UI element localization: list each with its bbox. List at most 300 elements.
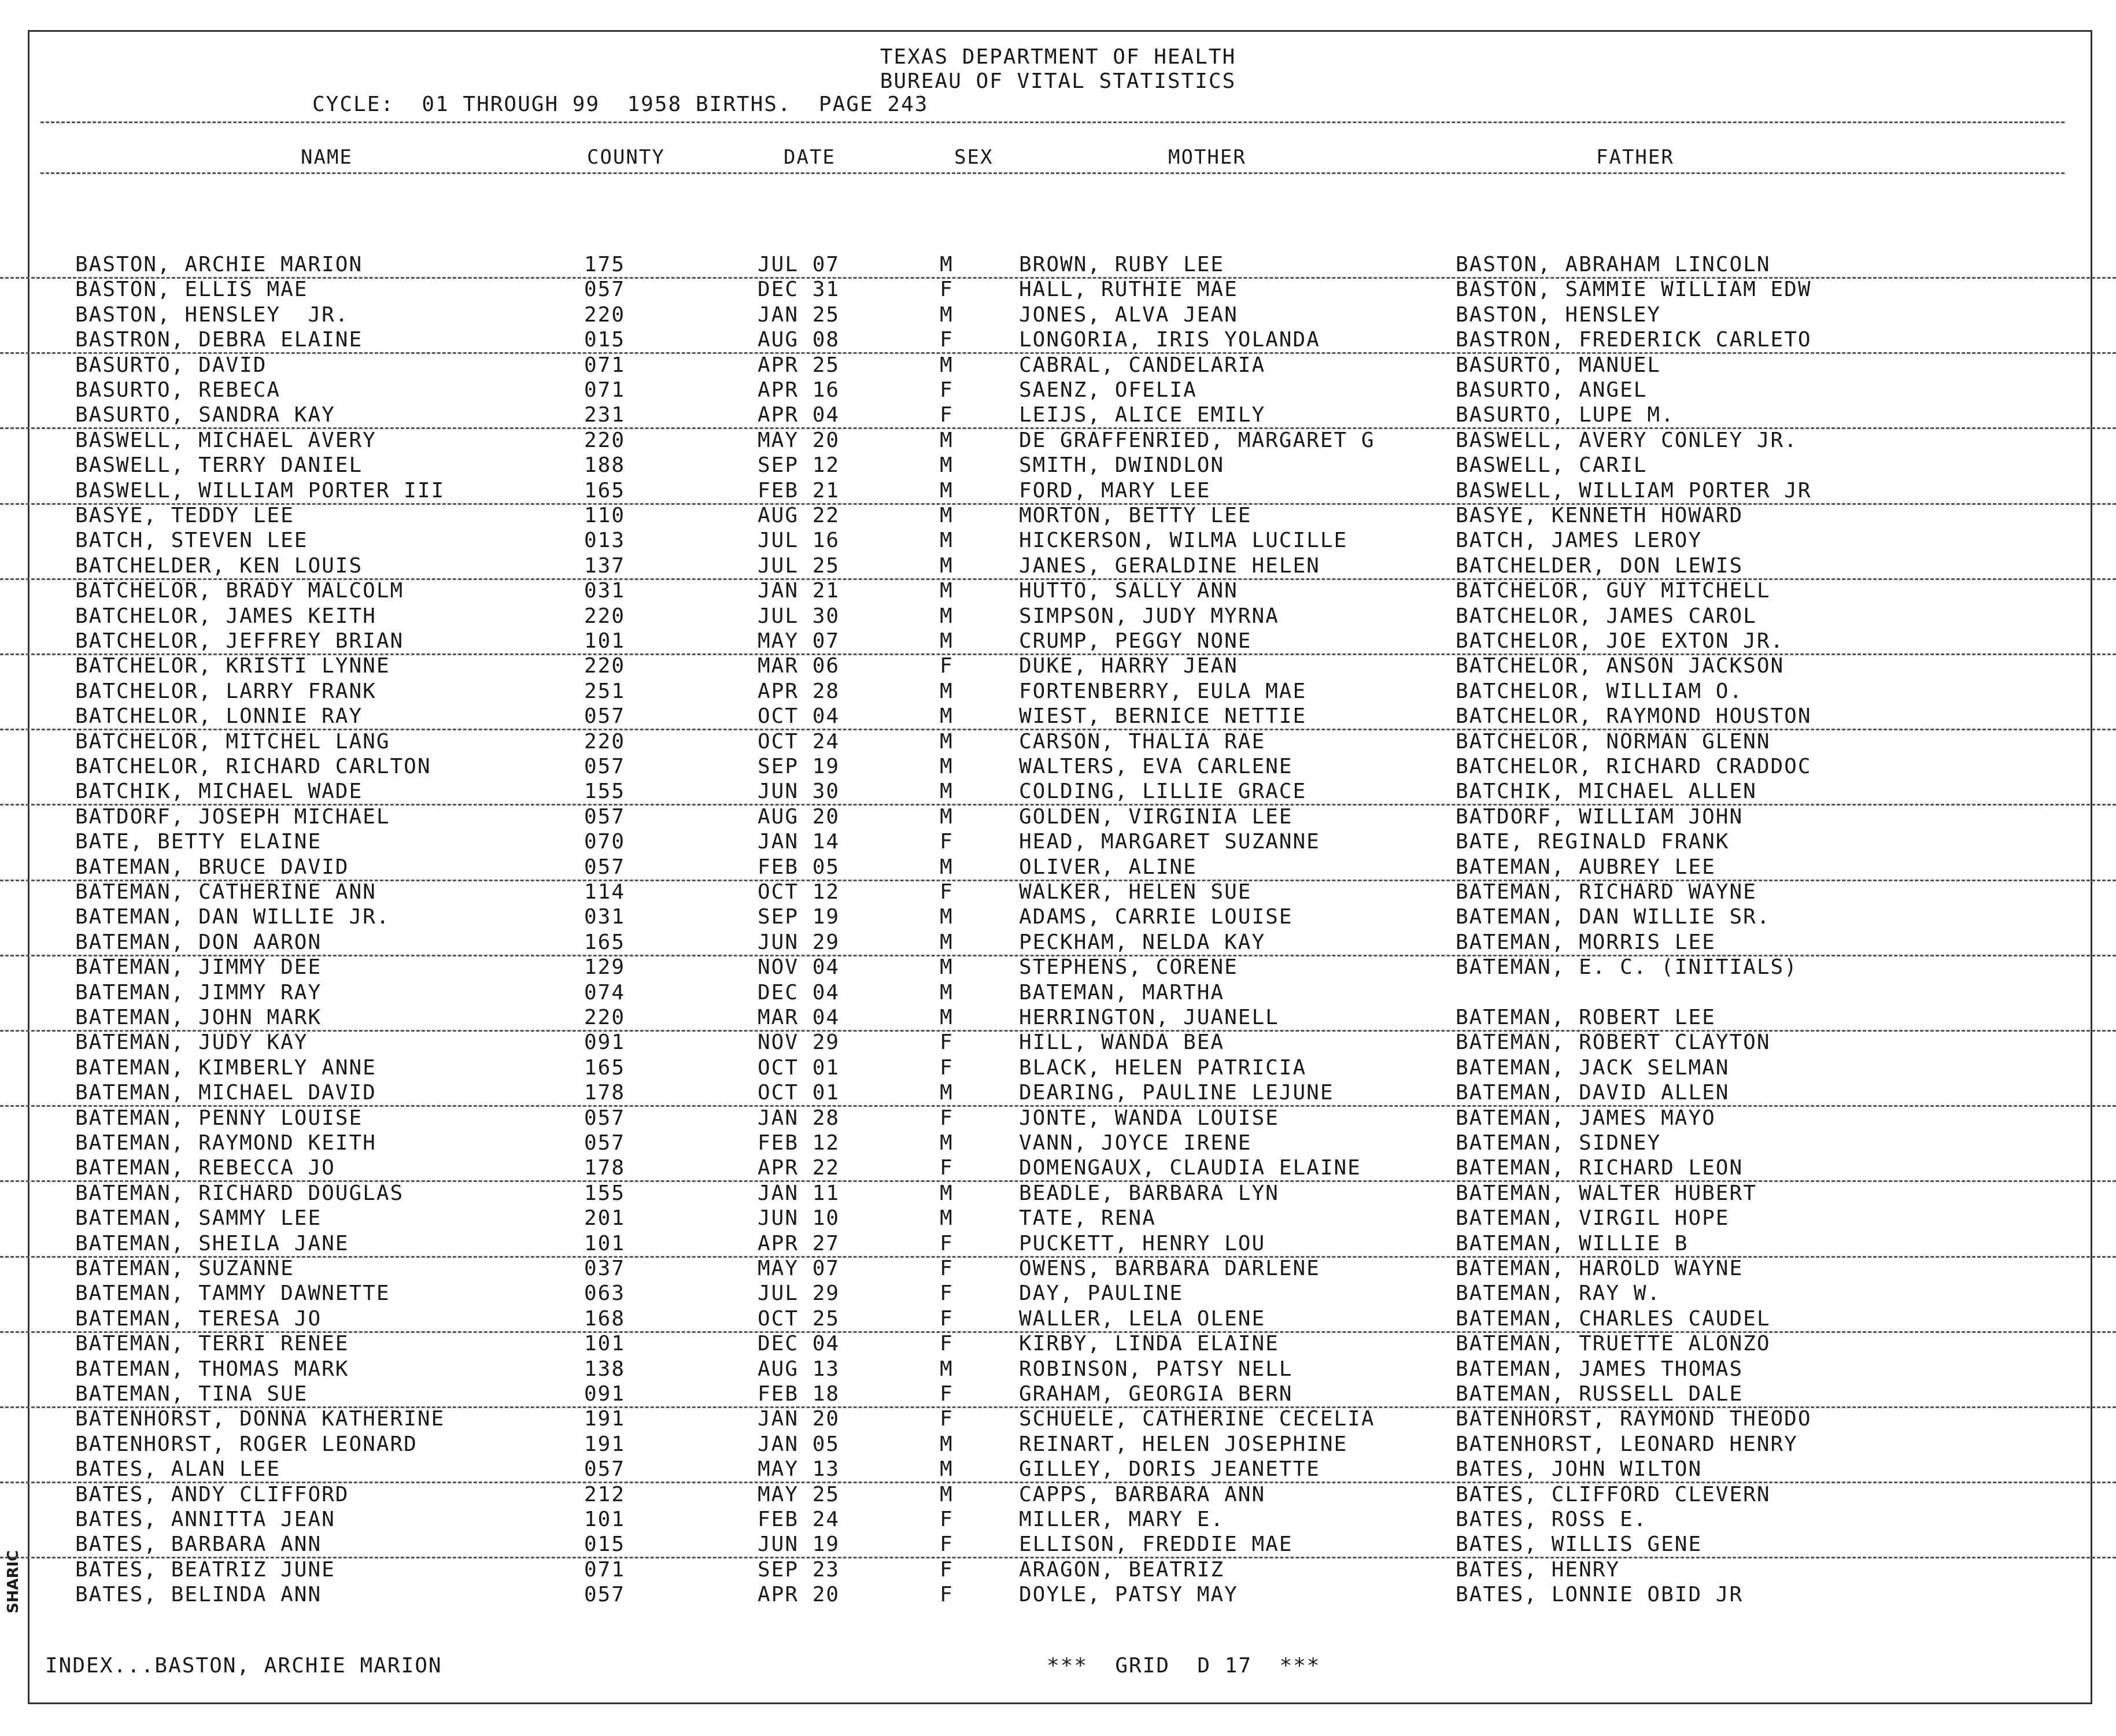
cell-sex: M — [940, 604, 954, 628]
cell-mother: FORTENBERRY, EULA MAE — [1019, 679, 1307, 703]
table-row — [0, 252, 2116, 279]
cell-mother: BROWN, RUBY LEE — [1019, 253, 1225, 276]
cell-father: BATES, WILLIS GENE — [1456, 1532, 1703, 1556]
cell-father: BASURTO, LUPE M. — [1456, 403, 1675, 427]
cell-sex: M — [940, 504, 954, 527]
cell-sex: F — [940, 1558, 954, 1582]
cell-sex: M — [940, 429, 954, 452]
cell-county: 057 — [584, 1131, 626, 1155]
cell-date: FEB 12 — [758, 1131, 840, 1155]
table-row — [0, 880, 2116, 904]
cell-mother: CRUMP, PEGGY NONE — [1019, 629, 1252, 653]
cell-mother: GOLDEN, VIRGINIA LEE — [1019, 805, 1293, 829]
cell-father: BATEMAN, JACK SELMAN — [1456, 1056, 1730, 1080]
cell-sex: F — [940, 1532, 954, 1556]
table-row — [0, 1030, 2116, 1055]
cell-father: BATCHELOR, JAMES CAROL — [1456, 604, 1757, 628]
cell-sex: M — [940, 755, 954, 778]
cell-county: 101 — [584, 1508, 626, 1531]
cell-date: OCT 01 — [758, 1056, 840, 1080]
cell-sex: M — [940, 629, 954, 653]
table-row — [0, 277, 2116, 302]
cell-date: MAR 04 — [758, 1006, 840, 1029]
table-row — [0, 1357, 2116, 1382]
cell-sex: F — [940, 378, 954, 402]
header-separator — [40, 121, 2065, 123]
table-row — [0, 1382, 2116, 1408]
column-header-date: DATE — [784, 146, 836, 169]
cell-county: 178 — [584, 1081, 626, 1105]
cell-mother: HERRINGTON, JUANELL — [1019, 1006, 1279, 1029]
cell-name: BATEMAN, RAYMOND KEITH — [75, 1131, 376, 1155]
cell-date: FEB 05 — [758, 855, 840, 879]
cell-date: OCT 25 — [758, 1307, 840, 1331]
cell-name: BATEMAN, JIMMY RAY — [75, 981, 322, 1004]
cell-father: BATENHORST, RAYMOND THEODO — [1456, 1407, 1812, 1431]
cell-date: APR 20 — [758, 1583, 840, 1606]
cell-name: BATENHORST, DONNA KATHERINE — [75, 1407, 445, 1431]
column-header-mother: MOTHER — [1168, 146, 1246, 169]
cell-mother: DUKE, HARRY JEAN — [1019, 654, 1238, 678]
table-row — [0, 1155, 2116, 1182]
table-row — [0, 1331, 2116, 1356]
table-row — [0, 528, 2116, 553]
cell-sex: F — [940, 1106, 954, 1130]
cell-father: BATEMAN, CHARLES CAUDEL — [1456, 1307, 1771, 1331]
cell-mother: JONTE, WANDA LOUISE — [1019, 1106, 1279, 1130]
cell-sex: M — [940, 679, 954, 703]
table-row — [0, 1080, 2116, 1107]
cell-father: BATEMAN, SIDNEY — [1456, 1131, 1661, 1155]
cell-mother: OLIVER, ALINE — [1019, 855, 1197, 879]
cell-date: SEP 12 — [758, 453, 840, 477]
cell-county: 013 — [584, 529, 626, 552]
cell-mother: ARAGON, BEATRIZ — [1019, 1558, 1225, 1582]
cell-sex: M — [940, 905, 954, 929]
cell-sex: M — [940, 253, 954, 276]
cell-county: 220 — [584, 654, 626, 678]
cell-father: BATEMAN, HAROLD WAYNE — [1456, 1257, 1744, 1280]
cell-county: 057 — [584, 855, 626, 879]
cell-date: FEB 21 — [758, 479, 840, 503]
cell-county: 091 — [584, 1382, 626, 1406]
cell-sex: M — [940, 981, 954, 1004]
table-row — [0, 428, 2116, 453]
table-row — [0, 1131, 2116, 1155]
cell-name: BATCHIK, MICHAEL WADE — [75, 780, 363, 803]
cell-date: JUL 07 — [758, 253, 840, 276]
cell-sex: M — [940, 453, 954, 477]
table-row — [0, 1306, 2116, 1333]
cell-father: BATCHELOR, ANSON JACKSON — [1456, 654, 1785, 678]
cell-name: BATEMAN, SUZANNE — [75, 1257, 294, 1280]
table-row — [0, 302, 2116, 327]
cell-sex: M — [940, 805, 954, 829]
table-row — [0, 503, 2116, 528]
cell-sex: F — [940, 654, 954, 678]
cell-name: BATEMAN, DON AARON — [75, 930, 322, 954]
cell-name: BATDORF, JOSEPH MICHAEL — [75, 805, 390, 829]
table-row — [0, 779, 2116, 806]
table-row — [0, 1457, 2116, 1483]
footer-grid: *** GRID D 17 *** — [1047, 1654, 1321, 1678]
cell-sex: M — [940, 554, 954, 578]
cell-sex: F — [940, 1407, 954, 1431]
cell-father: BATE, REGINALD FRANK — [1456, 830, 1730, 854]
cell-name: BASURTO, SANDRA KAY — [75, 403, 335, 427]
table-row — [0, 1532, 2116, 1558]
cell-name: BATCHELOR, MITCHEL LANG — [75, 730, 390, 754]
cell-father: BATCHELOR, GUY MITCHELL — [1456, 579, 1771, 603]
cell-mother: TATE, RENA — [1019, 1206, 1156, 1230]
cell-county: 137 — [584, 554, 626, 578]
cell-sex: M — [940, 704, 954, 728]
cell-mother: SCHUELE, CATHERINE CECELIA — [1019, 1407, 1375, 1431]
cell-date: APR 22 — [758, 1156, 840, 1180]
cell-name: BATEMAN, TERESA JO — [75, 1307, 322, 1331]
cell-father: BATEMAN, VIRGIL HOPE — [1456, 1206, 1730, 1230]
table-row — [0, 980, 2116, 1005]
cell-mother: ROBINSON, PATSY NELL — [1019, 1357, 1293, 1381]
cell-county: 155 — [584, 780, 626, 803]
cell-sex: F — [940, 1332, 954, 1355]
cell-sex: M — [940, 479, 954, 503]
cell-father: BATES, HENRY — [1456, 1558, 1620, 1582]
cell-name: BATCHELOR, BRADY MALCOLM — [75, 579, 404, 603]
cell-name: BATE, BETTY ELAINE — [75, 830, 322, 854]
cell-date: JUL 25 — [758, 554, 840, 578]
cell-sex: M — [940, 1081, 954, 1105]
cell-county: 212 — [584, 1483, 626, 1506]
cell-father: BASTON, SAMMIE WILLIAM EDW — [1456, 278, 1812, 301]
cell-mother: MILLER, MARY E. — [1019, 1508, 1225, 1531]
cell-name: BATEMAN, TAMMY DAWNETTE — [75, 1281, 390, 1305]
table-row — [0, 553, 2116, 580]
cell-mother: HALL, RUTHIE MAE — [1019, 278, 1238, 301]
cell-father: BATCH, JAMES LEROY — [1456, 529, 1703, 552]
cell-sex: M — [940, 1181, 954, 1205]
cell-sex: F — [940, 1307, 954, 1331]
cell-date: MAY 07 — [758, 629, 840, 653]
table-row — [0, 1231, 2116, 1258]
cell-mother: PUCKETT, HENRY LOU — [1019, 1232, 1266, 1255]
cell-father: BASYE, KENNETH HOWARD — [1456, 504, 1744, 527]
table-row — [0, 829, 2116, 854]
cell-name: BATEMAN, JIMMY DEE — [75, 955, 322, 979]
cell-mother: REINART, HELEN JOSEPHINE — [1019, 1432, 1348, 1456]
cell-sex: F — [940, 403, 954, 427]
cell-county: 110 — [584, 504, 626, 527]
cell-name: BASURTO, DAVID — [75, 353, 267, 377]
table-row — [0, 1181, 2116, 1206]
cell-county: 114 — [584, 880, 626, 904]
cell-mother: SMITH, DWINDLON — [1019, 453, 1225, 477]
cell-sex: M — [940, 1432, 954, 1456]
cell-name: BATEMAN, JOHN MARK — [75, 1006, 322, 1029]
cell-county: 057 — [584, 1106, 626, 1130]
cell-county: 165 — [584, 930, 626, 954]
cell-date: OCT 04 — [758, 704, 840, 728]
cell-mother: DOYLE, PATSY MAY — [1019, 1583, 1238, 1606]
column-header-county: COUNTY — [587, 146, 665, 169]
cell-mother: SAENZ, OFELIA — [1019, 378, 1197, 402]
cell-name: BASWELL, WILLIAM PORTER III — [75, 479, 445, 503]
table-row — [0, 478, 2116, 505]
column-header-separator — [40, 172, 2065, 174]
cell-name: BATEMAN, JUDY KAY — [75, 1030, 308, 1054]
cell-date: OCT 24 — [758, 730, 840, 754]
cell-date: MAY 25 — [758, 1483, 840, 1506]
cell-father: BASWELL, WILLIAM PORTER JR — [1456, 479, 1812, 503]
cell-mother: MORTON, BETTY LEE — [1019, 504, 1252, 527]
cell-name: BATEMAN, BRUCE DAVID — [75, 855, 349, 879]
table-row — [0, 578, 2116, 603]
column-header-sex: SEX — [954, 146, 994, 169]
cell-date: FEB 18 — [758, 1382, 840, 1406]
cell-father: BATCHELOR, NORMAN GLENN — [1456, 730, 1771, 754]
cell-father: BATDORF, WILLIAM JOHN — [1456, 805, 1744, 829]
cell-date: APR 28 — [758, 679, 840, 703]
cell-date: MAR 06 — [758, 654, 840, 678]
cell-sex: M — [940, 353, 954, 377]
cell-date: DEC 31 — [758, 278, 840, 301]
cell-father: BATEMAN, WILLIE B — [1456, 1232, 1689, 1255]
cell-father: BASWELL, CARIL — [1456, 453, 1648, 477]
cell-sex: M — [940, 1357, 954, 1381]
cell-date: SEP 19 — [758, 905, 840, 929]
cell-date: AUG 13 — [758, 1357, 840, 1381]
cell-name: BATCHELOR, KRISTI LYNNE — [75, 654, 390, 678]
cell-county: 015 — [584, 328, 626, 352]
cell-mother: COLDING, LILLIE GRACE — [1019, 780, 1307, 803]
cell-county: 015 — [584, 1532, 626, 1556]
cell-sex: F — [940, 278, 954, 301]
cell-county: 071 — [584, 1558, 626, 1582]
cell-name: BATCHELOR, JAMES KEITH — [75, 604, 376, 628]
cell-county: 231 — [584, 403, 626, 427]
table-row — [0, 704, 2116, 730]
cell-county: 057 — [584, 1457, 626, 1481]
cell-father: BATEMAN, TRUETTE ALONZO — [1456, 1332, 1771, 1355]
cell-county: 220 — [584, 429, 626, 452]
cell-name: BATES, BARBARA ANN — [75, 1532, 322, 1556]
cell-county: 031 — [584, 579, 626, 603]
cell-mother: CARSON, THALIA RAE — [1019, 730, 1266, 754]
cell-county: 063 — [584, 1281, 626, 1305]
cell-sex: M — [940, 1131, 954, 1155]
cell-date: JAN 14 — [758, 830, 840, 854]
cell-date: SEP 19 — [758, 755, 840, 778]
cell-father: BATEMAN, JAMES THOMAS — [1456, 1357, 1744, 1381]
cell-name: BATEMAN, THOMAS MARK — [75, 1357, 349, 1381]
cell-sex: M — [940, 579, 954, 603]
cell-name: BATCHELOR, RICHARD CARLTON — [75, 755, 431, 778]
cell-county: 031 — [584, 905, 626, 929]
cell-sex: M — [940, 529, 954, 552]
cell-father: BASURTO, ANGEL — [1456, 378, 1648, 402]
cell-mother: WALTERS, EVA CARLENE — [1019, 755, 1293, 778]
cell-name: BATEMAN, TINA SUE — [75, 1382, 308, 1406]
cell-county: 175 — [584, 253, 626, 276]
cycle-line: CYCLE: 01 THROUGH 99 1958 BIRTHS. PAGE 243 — [312, 93, 929, 116]
cell-sex: F — [940, 880, 954, 904]
cell-sex: M — [940, 1457, 954, 1481]
cell-mother: PECKHAM, NELDA KAY — [1019, 930, 1266, 954]
column-header-father: FATHER — [1596, 146, 1674, 169]
cell-name: BATEMAN, SHEILA JANE — [75, 1232, 349, 1255]
cell-date: JUN 29 — [758, 930, 840, 954]
cell-father: BATENHORST, LEONARD HENRY — [1456, 1432, 1798, 1456]
cell-county: 101 — [584, 629, 626, 653]
cell-date: NOV 04 — [758, 955, 840, 979]
cell-mother: JANES, GERALDINE HELEN — [1019, 554, 1320, 578]
cell-county: 165 — [584, 479, 626, 503]
cell-father: BATEMAN, RICHARD WAYNE — [1456, 880, 1757, 904]
cell-mother: HILL, WANDA BEA — [1019, 1030, 1225, 1054]
cell-father: BATEMAN, ROBERT CLAYTON — [1456, 1030, 1771, 1054]
cell-date: JUN 30 — [758, 780, 840, 803]
cell-date: JAN 11 — [758, 1181, 840, 1205]
cell-name: BASYE, TEDDY LEE — [75, 504, 294, 527]
cell-county: 220 — [584, 604, 626, 628]
cell-sex: F — [940, 830, 954, 854]
cell-county: 251 — [584, 679, 626, 703]
cell-mother: FORD, MARY LEE — [1019, 479, 1211, 503]
cell-father: BATES, ROSS E. — [1456, 1508, 1648, 1531]
cell-sex: F — [940, 328, 954, 352]
cell-name: BATCH, STEVEN LEE — [75, 529, 308, 552]
cell-father: BASTON, ABRAHAM LINCOLN — [1456, 253, 1771, 276]
table-row — [0, 1507, 2116, 1532]
cell-name: BASTON, ARCHIE MARION — [75, 253, 363, 276]
cell-sex: M — [940, 855, 954, 879]
cell-name: BASWELL, TERRY DANIEL — [75, 453, 363, 477]
table-row — [0, 930, 2116, 956]
cell-mother: WIEST, BERNICE NETTIE — [1019, 704, 1307, 728]
cell-name: BATEMAN, TERRI RENEE — [75, 1332, 349, 1355]
cell-mother: CAPPS, BARBARA ANN — [1019, 1483, 1266, 1506]
cell-county: 165 — [584, 1056, 626, 1080]
cell-county: 057 — [584, 704, 626, 728]
cell-name: BATEMAN, PENNY LOUISE — [75, 1106, 363, 1130]
cell-county: 101 — [584, 1332, 626, 1355]
table-row — [0, 1582, 2116, 1607]
table-row — [0, 904, 2116, 929]
cell-county: 220 — [584, 303, 626, 327]
table-row — [0, 1055, 2116, 1080]
cell-date: SEP 23 — [758, 1558, 840, 1582]
cell-father: BATCHELOR, JOE EXTON JR. — [1456, 629, 1785, 653]
cell-county: 201 — [584, 1206, 626, 1230]
table-row — [0, 1482, 2116, 1507]
cell-date: APR 25 — [758, 353, 840, 377]
table-row — [0, 1256, 2116, 1281]
cell-mother: DOMENGAUX, CLAUDIA ELAINE — [1019, 1156, 1361, 1180]
cell-name: BATEMAN, REBECCA JO — [75, 1156, 335, 1180]
cell-county: 071 — [584, 378, 626, 402]
cell-county: 070 — [584, 830, 626, 854]
cell-date: JAN 21 — [758, 579, 840, 603]
cell-sex: M — [940, 1483, 954, 1506]
cell-father: BATCHELOR, RICHARD CRADDOC — [1456, 755, 1812, 778]
cell-date: JUN 19 — [758, 1532, 840, 1556]
cell-sex: F — [940, 1257, 954, 1280]
cell-date: NOV 29 — [758, 1030, 840, 1054]
table-row — [0, 754, 2116, 779]
cell-mother: HUTTO, SALLY ANN — [1019, 579, 1238, 603]
cell-father: BATCHELOR, RAYMOND HOUSTON — [1456, 704, 1812, 728]
cell-father: BATCHELOR, WILLIAM O. — [1456, 679, 1744, 703]
cell-father: BATEMAN, JAMES MAYO — [1456, 1106, 1716, 1130]
cell-name: BASTRON, DEBRA ELAINE — [75, 328, 363, 352]
cell-county: 155 — [584, 1181, 626, 1205]
cell-name: BASTON, ELLIS MAE — [75, 278, 308, 301]
cell-sex: M — [940, 955, 954, 979]
cell-county: 138 — [584, 1357, 626, 1381]
cell-sex: F — [940, 1281, 954, 1305]
cell-date: APR 04 — [758, 403, 840, 427]
table-row — [0, 1106, 2116, 1131]
cell-name: BATES, BEATRIZ JUNE — [75, 1558, 335, 1582]
cell-date: JUL 29 — [758, 1281, 840, 1305]
cell-sex: M — [940, 1206, 954, 1230]
side-label: SHARIC — [5, 1550, 22, 1613]
document-title: TEXAS DEPARTMENT OF HEALTH — [880, 45, 1236, 69]
cell-mother: BEADLE, BARBARA LYN — [1019, 1181, 1279, 1205]
cell-mother: BATEMAN, MARTHA — [1019, 981, 1225, 1004]
cell-date: OCT 12 — [758, 880, 840, 904]
cell-mother: DEARING, PAULINE LEJUNE — [1019, 1081, 1334, 1105]
cell-sex: F — [940, 1583, 954, 1606]
cell-father: BATEMAN, RUSSELL DALE — [1456, 1382, 1744, 1406]
cell-date: MAY 07 — [758, 1257, 840, 1280]
cell-father: BASURTO, MANUEL — [1456, 353, 1661, 377]
cell-father: BASTRON, FREDERICK CARLETO — [1456, 328, 1812, 352]
table-row — [0, 729, 2116, 754]
table-row — [0, 1206, 2116, 1231]
cell-father: BATES, LONNIE OBID JR — [1456, 1583, 1744, 1606]
cell-date: JUL 30 — [758, 604, 840, 628]
cell-sex: M — [940, 1006, 954, 1029]
cell-sex: M — [940, 930, 954, 954]
cell-mother: DE GRAFFENRIED, MARGARET G — [1019, 429, 1375, 452]
cell-name: BATES, ALAN LEE — [75, 1457, 281, 1481]
cell-county: 220 — [584, 1006, 626, 1029]
cell-name: BATCHELOR, JEFFREY BRIAN — [75, 629, 404, 653]
cell-sex: M — [940, 780, 954, 803]
cell-county: 071 — [584, 353, 626, 377]
cell-mother: GILLEY, DORIS JEANETTE — [1019, 1457, 1320, 1481]
cell-sex: F — [940, 1056, 954, 1080]
cell-date: JAN 20 — [758, 1407, 840, 1431]
cell-county: 074 — [584, 981, 626, 1004]
cell-county: 220 — [584, 730, 626, 754]
cell-name: BATCHELDER, KEN LOUIS — [75, 554, 363, 578]
table-row — [0, 402, 2116, 429]
cell-county: 091 — [584, 1030, 626, 1054]
cell-mother: VANN, JOYCE IRENE — [1019, 1131, 1252, 1155]
table-row — [0, 378, 2116, 402]
cell-mother: GRAHAM, GEORGIA BERN — [1019, 1382, 1293, 1406]
cell-father: BATEMAN, MORRIS LEE — [1456, 930, 1716, 954]
cell-county: 057 — [584, 805, 626, 829]
cell-name: BASWELL, MICHAEL AVERY — [75, 429, 376, 452]
cell-date: OCT 01 — [758, 1081, 840, 1105]
cell-date: AUG 22 — [758, 504, 840, 527]
table-row — [0, 1557, 2116, 1582]
cell-mother: SIMPSON, JUDY MYRNA — [1019, 604, 1279, 628]
table-row — [0, 1406, 2116, 1431]
